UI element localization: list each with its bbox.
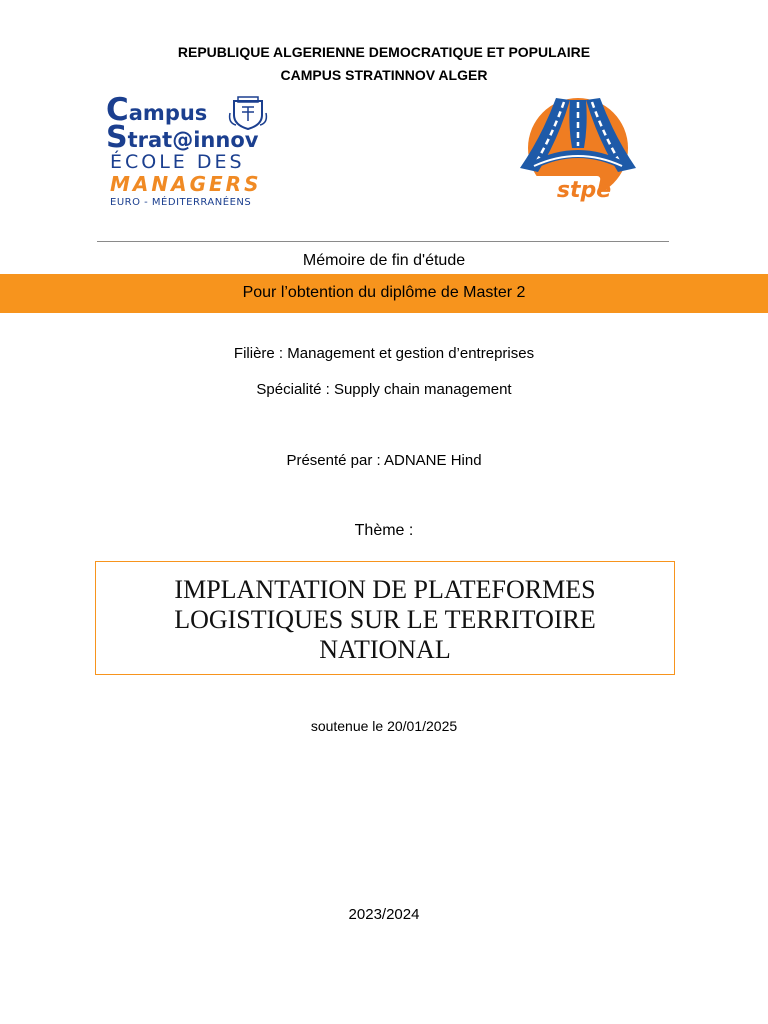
logo-euro-text: EURO - MÉDITERRANÉENS [110, 197, 252, 208]
thesis-title [106, 575, 664, 665]
stpe-logo-text: stpe [556, 178, 612, 203]
soutenue-date: soutenue le 20/01/2025 [310, 718, 458, 734]
filiere-text: Filière : Management et gestion d’entreprises [233, 345, 535, 362]
memoire-title: Mémoire de fin d'étude [302, 252, 466, 269]
stpe-logo [512, 96, 644, 208]
divider [97, 241, 669, 242]
academic-year: 2023/2024 [348, 906, 420, 923]
theme-label: Thème : [354, 522, 414, 539]
presente-par-text: Présenté par : ADNANE Hind [286, 452, 482, 469]
thesis-title-box [95, 561, 675, 675]
thesis-title-line-2: LOGISTIQUES SUR LE TERRITOIRE [174, 605, 596, 634]
logo-ecole-text: ÉCOLE DES [110, 151, 245, 173]
specialite-text: Spécialité : Supply chain management [256, 381, 512, 398]
header-campus: CAMPUS STRATINNOV ALGER [280, 67, 488, 83]
diploma-band-text: Pour l’obtention du diplôme de Master 2 [242, 284, 526, 301]
logo-campus-text: Campus [106, 92, 208, 128]
thesis-title-line-3: NATIONAL [319, 635, 451, 664]
campus-stratinnov-logo [106, 92, 276, 210]
logo-stratinnov-text: Strat@innov [106, 120, 259, 155]
diploma-band [0, 274, 768, 313]
thesis-title-line-1: IMPLANTATION DE PLATEFORMES [174, 575, 596, 604]
logo-managers-text: MANAGERS [110, 172, 262, 196]
header-republique: REPUBLIQUE ALGERIENNE DEMOCRATIQUE ET POPULAIRE [177, 44, 591, 60]
